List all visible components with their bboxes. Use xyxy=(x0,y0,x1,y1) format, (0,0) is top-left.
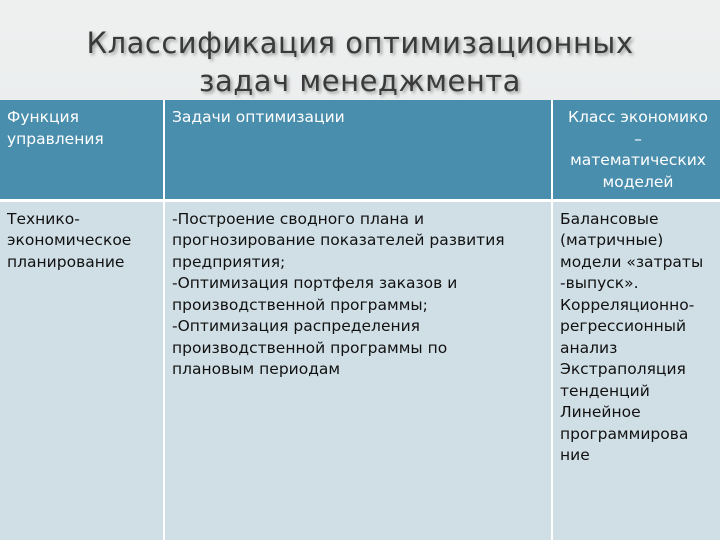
cell-optimization-tasks-text: -Построение сводного плана и прогнозирование показателей развития предприятия; -Оптимизация портфеля заказов и производственной программы; -Оптимизация распределения производственной программы по плановым периодам xyxy=(172,209,505,378)
cell-model-class-text: Балансовые (матричные) модели «затраты -выпуск». Корреляционно- регрессионный анализ Экстраполяция тенденций Линейное программирова ние xyxy=(560,209,704,464)
optimization-tasks-table xyxy=(0,100,720,540)
header-model-class xyxy=(552,100,720,200)
cell-management-function xyxy=(0,200,164,540)
table-row xyxy=(0,200,720,540)
header-model-class-text: Класс экономико – математических моделей xyxy=(568,108,708,191)
header-optimization-tasks-text: Задачи оптимизации xyxy=(172,108,345,126)
header-management-function xyxy=(0,100,164,200)
cell-optimization-tasks xyxy=(164,200,552,540)
table-header-row xyxy=(0,100,720,200)
cell-management-function-text: Технико- экономическое планирование xyxy=(7,209,132,271)
header-optimization-tasks xyxy=(164,100,552,200)
slide-title-line-1: Классификация оптимизационных xyxy=(86,26,634,60)
header-management-function-text: Функция управления xyxy=(7,108,104,148)
slide-title-line-2: задач менеджмента xyxy=(199,64,521,98)
cell-model-class xyxy=(552,200,720,540)
slide-title xyxy=(0,0,720,100)
